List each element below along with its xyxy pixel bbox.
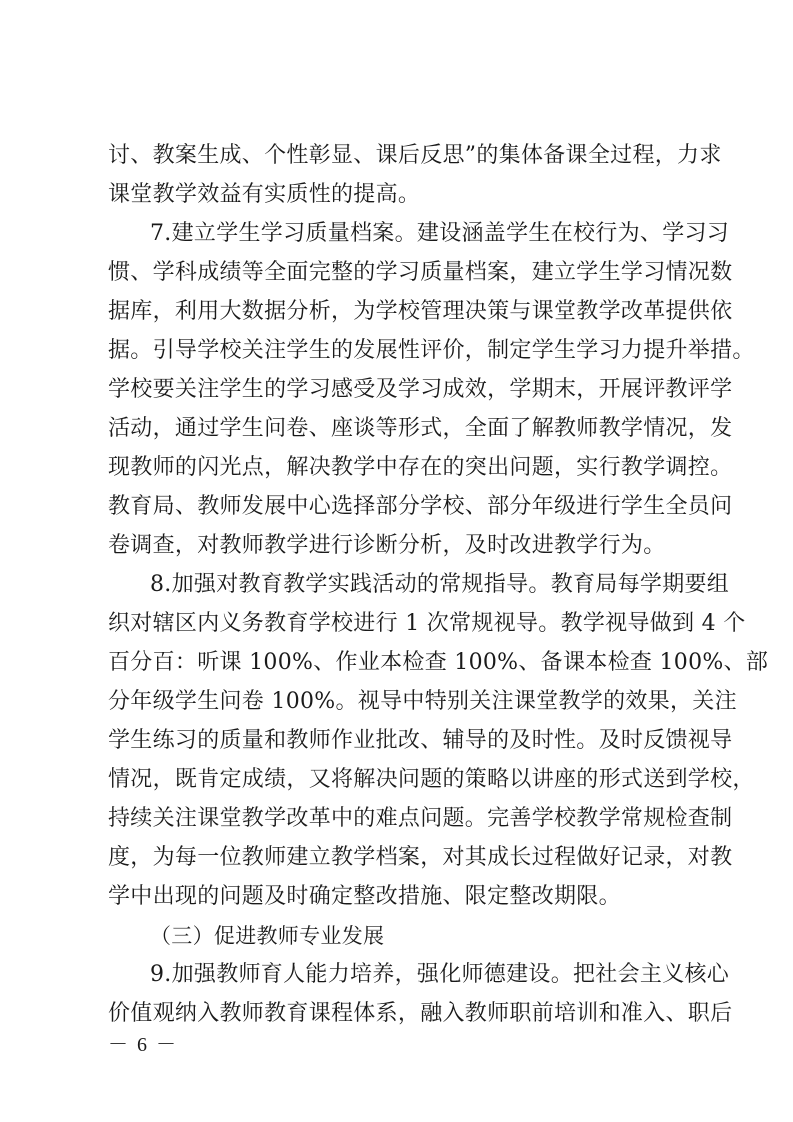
body-line: 讨、教案生成、个性彰显、课后反思”的集体备课全过程，力求 xyxy=(108,143,722,168)
body-line: 卷调查，对教师教学进行诊断分析，及时改进教学行为。 xyxy=(108,533,666,558)
paragraph-9-title-line: 9.加强教师育人能力培养，强化师德建设。把社会主义核心 xyxy=(150,962,730,987)
body-line: 现教师的闪光点，解决教学中存在的突出问题，实行教学调控。 xyxy=(108,455,733,480)
body-line: 学生练习的质量和教师作业批改、辅导的及时性。及时反馈视导 xyxy=(108,728,733,753)
body-line: 教育局、教师发展中心选择部分学校、部分年级进行学生全员问 xyxy=(108,494,733,519)
section-heading: （三）促进教师专业发展 xyxy=(150,924,385,948)
body-line: 学校要关注学生的学习感受及学习成效，学期末，开展评教评学 xyxy=(108,377,733,402)
body-line: 持续关注课堂教学改革中的难点问题。完善学校教学常规检查制 xyxy=(108,806,733,831)
body-line: 课堂教学效益有实质性的提高。 xyxy=(108,182,421,207)
body-line: 分年级学生问卷 100%。视导中特别关注课堂教学的效果，关注 xyxy=(108,689,737,714)
paragraph-8-title-line: 8.加强对教育教学实践活动的常规指导。教育局每学期要组 xyxy=(150,572,730,597)
body-line: 惯、学科成绩等全面完整的学习质量档案，建立学生学习情况数 xyxy=(108,260,733,285)
body-line: 织对辖区内义务教育学校进行 1 次常规视导。教学视导做到 4 个 xyxy=(108,611,746,636)
paragraph-7-title-line: 7.建立学生学习质量档案。建设涵盖学生在校行为、学习习 xyxy=(150,221,730,246)
body-line: 活动，通过学生问卷、座谈等形式，全面了解教师教学情况，发 xyxy=(108,416,733,441)
body-line: 据。引导学校关注学生的发展性评价，制定学生学习力提升举措。 xyxy=(108,338,755,363)
body-line: 学中出现的问题及时确定整改措施、限定整改期限。 xyxy=(108,884,621,909)
body-line: 据库，利用大数据分析，为学校管理决策与课堂教学改革提供依 xyxy=(108,299,733,324)
body-line: 价值观纳入教师教育课程体系，融入教师职前培训和准入、职后 xyxy=(108,1001,733,1026)
body-line: 度，为每一位教师建立教学档案，对其成长过程做好记录，对教 xyxy=(108,845,733,870)
body-line: 百分百：听课 100%、作业本检查 100%、备课本检查 100%、部 xyxy=(108,650,769,675)
body-line: 情况，既肯定成绩，又将解决问题的策略以讲座的形式送到学校， xyxy=(108,767,755,792)
page-number: － 6 － xyxy=(108,1034,178,1056)
